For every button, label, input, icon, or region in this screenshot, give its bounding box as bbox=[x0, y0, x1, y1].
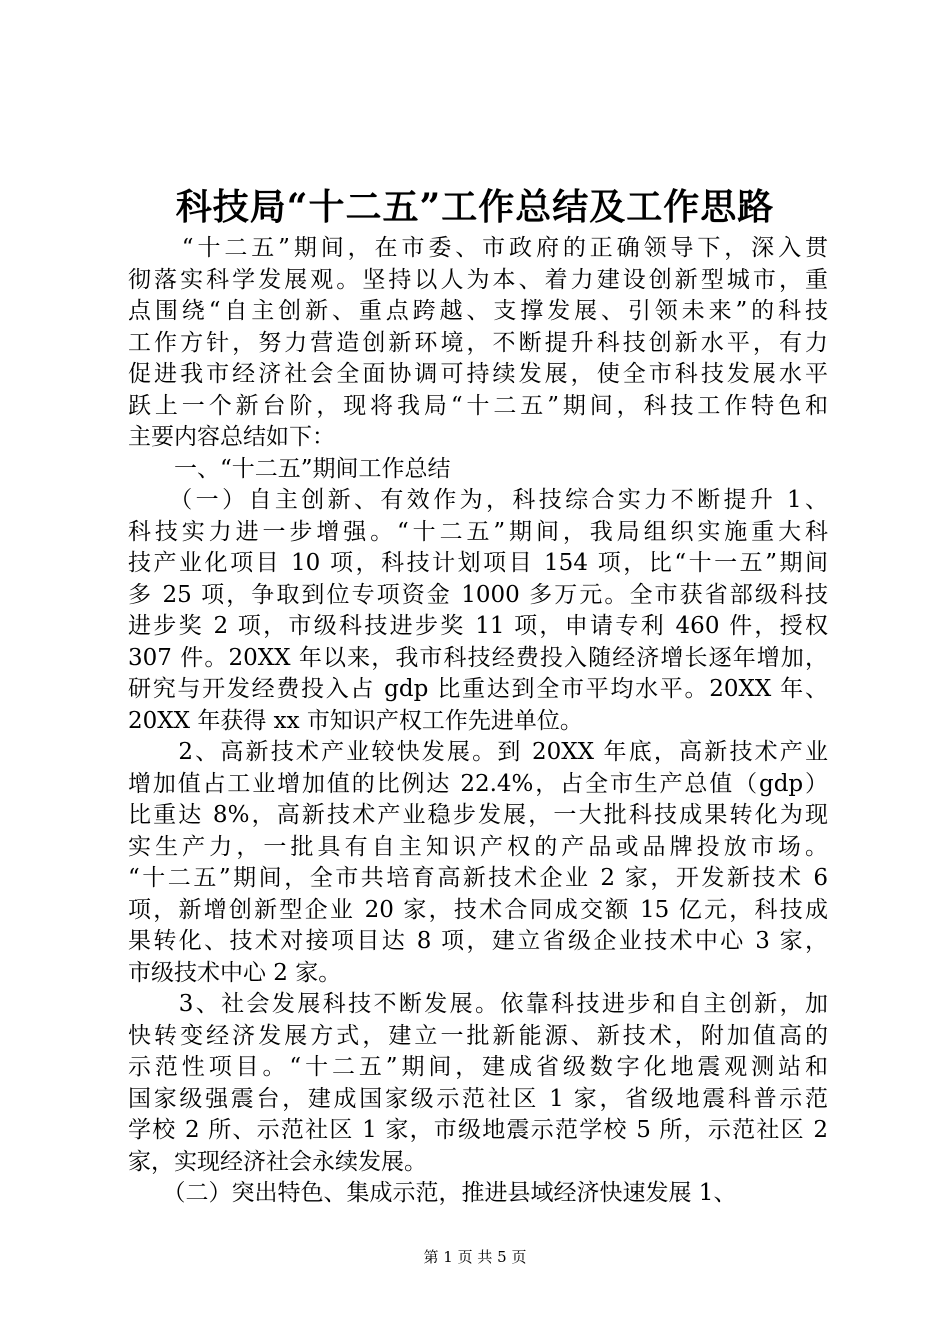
body-text-line: 增加值占工业增加值的比例达 22.4%，占全市生产总值（gdp） bbox=[128, 770, 828, 797]
body-text-line: 促进我市经济社会全面协调可持续发展，使全市科技发展水平 bbox=[128, 361, 828, 387]
body-text-line: 比重达 8%，高新技术产业稳步发展，一大批科技成果转化为现 bbox=[128, 802, 828, 828]
body-text-line: 科技实力进一步增强。“十二五”期间，我局组织实施重大科 bbox=[128, 518, 828, 545]
document-title: 科技局“十二五”工作总结及工作思路 bbox=[175, 186, 775, 228]
body-text-line: （一）自主创新、有效作为，科技综合实力不断提升 1、 bbox=[128, 487, 828, 513]
body-text-line: 20XX 年获得 xx 市知识产权工作先进单位。 bbox=[128, 707, 583, 734]
body-text-line: 彻落实科学发展观。坚持以人为本、着力建设创新型城市，重 bbox=[128, 266, 828, 293]
body-text-line: 研究与开发经费投入占 gdp 比重达到全市平均水平。20XX 年、 bbox=[128, 676, 828, 702]
body-text-line: 家，实现经济社会永续发展。 bbox=[128, 1148, 427, 1175]
body-text-line: 307 件。20XX 年以来，我市科技经费投入随经济增长逐年增加， bbox=[128, 644, 828, 671]
body-text-line: 国家级强震台，建成国家级示范社区 1 家，省级地震科普示范 bbox=[128, 1085, 828, 1112]
body-text-line: 学校 2 所、示范社区 1 家，市级地震示范学校 5 所，示范社区 2 bbox=[128, 1117, 828, 1143]
body-text-line: 2、高新技术产业较快发展。到 20XX 年底，高新技术产业 bbox=[128, 739, 828, 765]
body-text-line: 进步奖 2 项，市级科技进步奖 11 项，申请专利 460 件，授权 bbox=[128, 613, 828, 639]
body-text-line: 工作方针，努力营造创新环境，不断提升科技创新水平，有力 bbox=[128, 329, 828, 356]
body-text-line: “十二五”期间，在市委、市政府的正确领导下，深入贯 bbox=[128, 235, 828, 261]
body-text-line: 市级技术中心 2 家。 bbox=[128, 959, 342, 986]
body-text-line: 主要内容总结如下： bbox=[128, 424, 335, 450]
body-text-line: 实生产力，一批具有自主知识产权的产品或品牌投放市场。 bbox=[128, 833, 828, 860]
body-text-line: 多 25 项，争取到位专项资金 1000 多万元。全市获省部级科技 bbox=[128, 581, 828, 608]
body-text-line: 快转变经济发展方式，建立一批新能源、新技术，附加值高的 bbox=[128, 1022, 828, 1049]
body-text-line: 项，新增创新型企业 20 家，技术合同成交额 15 亿元，科技成 bbox=[128, 896, 828, 923]
body-text-line: 3、社会发展科技不断发展。依靠科技进步和自主创新，加 bbox=[128, 991, 828, 1017]
body-text-line: 示范性项目。“十二五”期间，建成省级数字化地震观测站和 bbox=[128, 1054, 828, 1080]
body-text-line: 果转化、技术对接项目达 8 项，建立省级企业技术中心 3 家， bbox=[128, 928, 828, 954]
body-text-line: 技产业化项目 10 项，科技计划项目 154 项，比“十一五”期间 bbox=[128, 550, 828, 576]
body-text-line: （二）突出特色、集成示范，推进县域经济快速发展 1、 bbox=[128, 1180, 737, 1206]
body-text-line: 一、“十二五”期间工作总结 bbox=[128, 455, 451, 482]
document-body bbox=[128, 233, 828, 1210]
body-text-line: 跃上一个新台阶，现将我局“十二五”期间，科技工作特色和 bbox=[128, 392, 828, 419]
page-footer: 第 1 页 共 5 页 bbox=[423, 1248, 527, 1266]
body-text-line: 点围绕“自主创新、重点跨越、支撑发展、引领未来”的科技 bbox=[128, 298, 828, 324]
body-text-line: “十二五”期间，全市共培育高新技术企业 2 家，开发新技术 6 bbox=[128, 865, 828, 891]
